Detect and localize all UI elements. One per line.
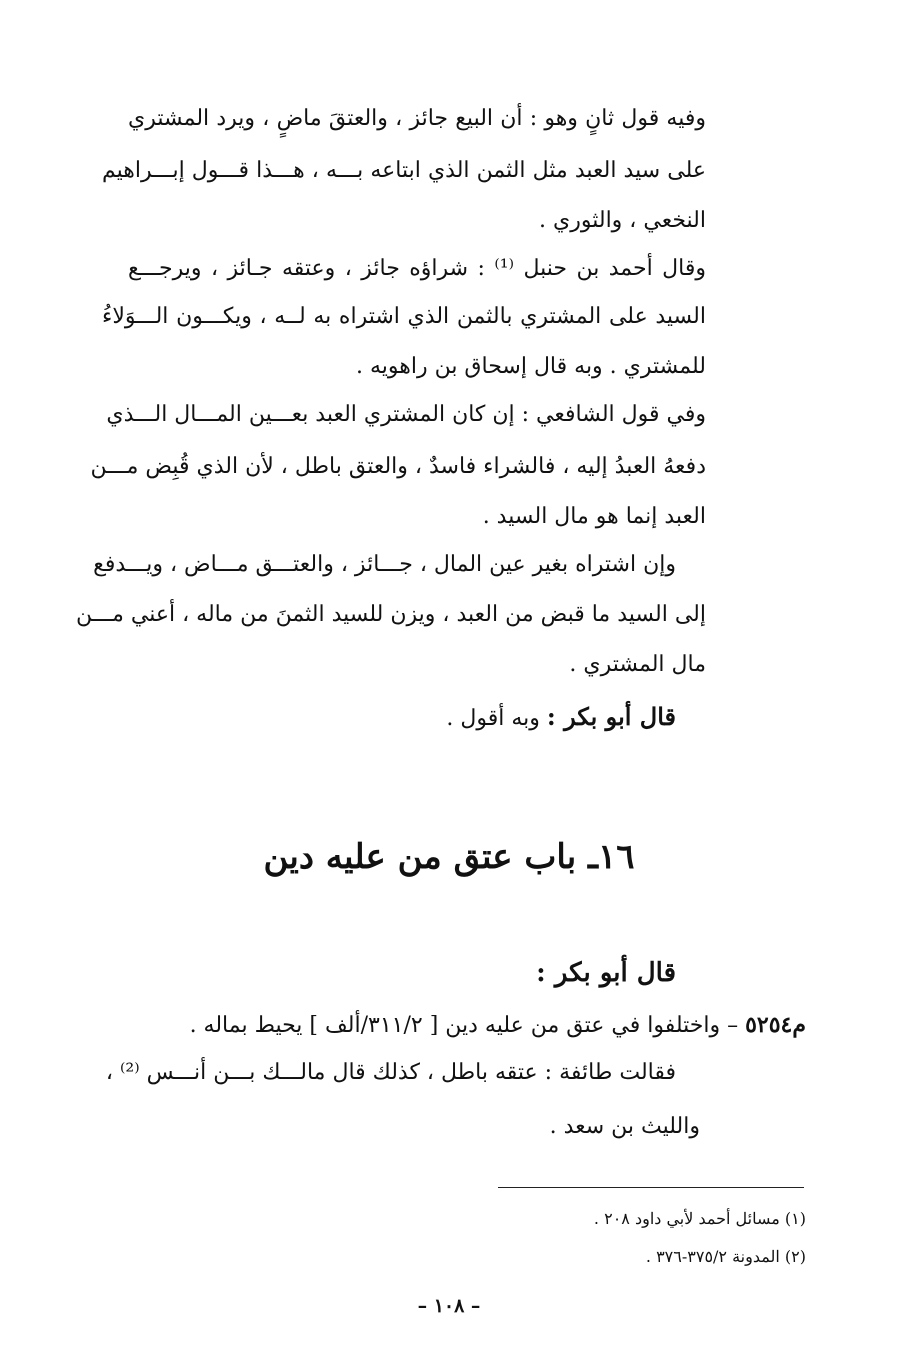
entry-text: – واختلفوا في عتق من عليه دين [ ٣١١/٢/ألف ] يحيط بماله .	[189, 1013, 746, 1038]
footnote-1: (١) مسائل أحمد لأبي داود ٢٠٨ .	[593, 1209, 806, 1228]
section-line-2: فقالت طائفة : عتقه باطل ، كذلك قال مالـــك بـــن أنـــس ⁽²⁾ ،	[105, 1060, 676, 1085]
paragraph-3-line-3: العبد إنما هو مال السيد .	[482, 504, 706, 529]
section-line-3: والليث بن سعد .	[549, 1114, 700, 1139]
footnote-2: (٢) المدونة ٣٧٥/٢-٣٧٦ .	[645, 1247, 806, 1266]
paragraph-2-line-1: وقال أحمد بن حنبل ⁽¹⁾ : شراؤه جائز ، وعتقه جـائز ، ويرجـــع	[128, 256, 707, 281]
paragraph-3-line-2: دفعهُ العبدُ إليه ، فالشراء فاسدٌ ، والعتق باطل ، لأن الذي قُبِض مـــن	[90, 454, 706, 479]
paragraph-5	[446, 702, 676, 734]
paragraph-1-line-2: على سيد العبد مثل الثمن الذي ابتاعه بـــه ، هـــذا قـــول إبـــراهيم	[102, 158, 706, 183]
page-number: – ١٠٨ –	[417, 1295, 481, 1317]
paragraph-4-line-2: إلى السيد ما قبض من العبد ، ويزن للسيد الثمنَ من ماله ، أعني مـــن	[76, 602, 706, 627]
paragraph-5-text: وبه أقول .	[446, 706, 547, 731]
paragraph-3-line-1: وفي قول الشافعي : إن كان المشتري العبد بعـــين المـــال الـــذي	[106, 402, 706, 427]
paragraph-4-line-1: وإن اشتراه بغير عين المال ، جـــائز ، والعتـــق مـــاض ، ويـــدفع	[93, 552, 676, 577]
paragraph-2-line-2: السيد على المشتري بالثمن الذي اشتراه به لــه ، ويكـــون الـــوَلاءُ	[102, 304, 706, 329]
footnote-divider	[498, 1187, 804, 1188]
section-speaker-label: قال أبو بكر :	[536, 958, 676, 988]
entry-number: م٥٢٥٤	[745, 1012, 806, 1038]
chapter-heading: ١٦ـ باب عتق من عليه دين	[263, 837, 635, 877]
paragraph-1-line-1: وفيه قول ثانٍ وهو : أن البيع جائز ، والعتقَ ماضٍ ، ويرد المشتري	[128, 106, 706, 131]
paragraph-1-line-3: النخعي ، والثوري .	[539, 208, 706, 233]
entry-line	[190, 1010, 806, 1041]
paragraph-4-line-3: مال المشتري .	[569, 652, 706, 677]
paragraph-2-line-3: للمشتري . وبه قال إسحاق بن راهويه .	[355, 354, 706, 379]
speaker-label: قال أبو بكر :	[546, 702, 676, 731]
